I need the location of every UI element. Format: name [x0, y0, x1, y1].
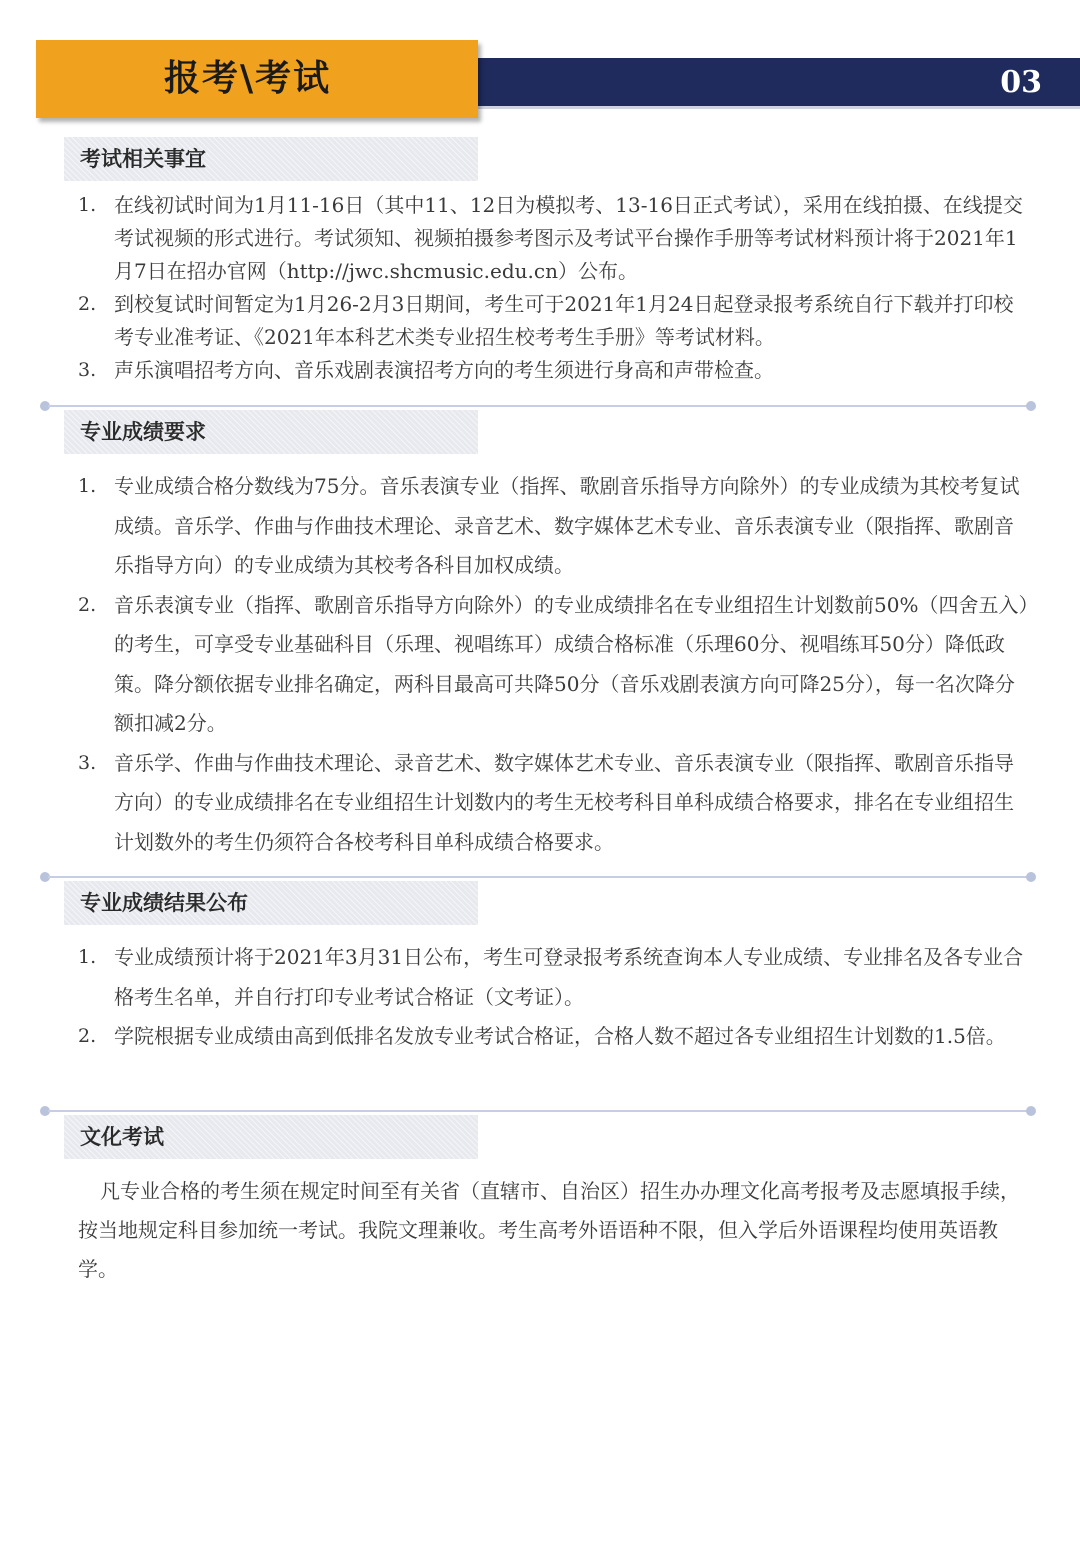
- item-number: 2.: [78, 293, 97, 315]
- item-number: 2.: [78, 1025, 97, 1047]
- item-text: 在线初试时间为1月11-16日（其中11、12日为模拟考、13-16日正式考试），采用在线拍摄、在线提交考试视频的形式进行。考试须知、视频拍摄参考图示及考试平台操作手册等考试材料预计将于2021年1月7日在招办官网（http://jwc.shcmusic.edu.cn）公布。: [114, 193, 1023, 283]
- section-heading-culture-exam: [64, 1115, 478, 1159]
- list-item: [0, 189, 1080, 288]
- culture-exam-paragraph: 凡专业合格的考生须在规定时间至有关省（直辖市、自治区）招生办办理文化高考报考及志愿填报手续，按当地规定科目参加统一考试。我院文理兼收。考生高考外语语种不限，但入学后外语课程均使用英语教学。: [78, 1179, 1020, 1281]
- divider-dot: [1026, 401, 1036, 411]
- divider-line: [48, 1110, 1028, 1112]
- item-text: 专业成绩合格分数线为75分。音乐表演专业（指挥、歌剧音乐指导方向除外）的专业成绩为其校考复试成绩。音乐学、作曲与作曲技术理论、录音艺术、数字媒体艺术专业、音乐表演专业（限指挥、歌剧音乐指导方向）的专业成绩为其校考各科目加权成绩。: [114, 474, 1020, 577]
- item-number: 1.: [78, 194, 97, 216]
- divider-line: [48, 876, 1028, 878]
- section-heading-exam-matters: [64, 137, 478, 181]
- section-title: 专业成绩结果公布: [80, 890, 248, 915]
- item-text: 到校复试时间暂定为1月26-2月3日期间，考生可于2021年1月24日起登录报考系统自行下载并打印校考专业准考证、《2021年本科艺术类专业招生校考考生手册》等考试材料。: [114, 292, 1014, 349]
- section-title: 文化考试: [80, 1124, 164, 1149]
- section-title: 专业成绩要求: [80, 419, 206, 444]
- list-item: [0, 586, 1080, 744]
- exam-matters-list: [0, 189, 1080, 387]
- item-number: 3.: [78, 359, 97, 381]
- header-bar: [478, 58, 1080, 106]
- divider-dot: [1026, 1106, 1036, 1116]
- divider-dot: [1026, 872, 1036, 882]
- item-number: 1.: [78, 946, 97, 968]
- item-text: 音乐学、作曲与作曲技术理论、录音艺术、数字媒体艺术专业、音乐表演专业（限指挥、歌剧音乐指导方向）的专业成绩排名在专业组招生计划数内的考生无校考科目单科成绩合格要求，排名在专业组招生计划数外的考生仍须符合各校考科目单科成绩合格要求。: [114, 750, 1014, 854]
- item-text: 音乐表演专业（指挥、歌剧音乐指导方向除外）的专业成绩排名在专业组招生计划数前50%（四舍五入）的考生，可享受专业基础科目（乐理、视唱练耳）成绩合格标准（乐理60分、视唱练耳50分）降低政策。降分额依据专业排名确定，两科目最高可共降50分（音乐戏剧表演方向可降25分），每一名次降分额扣减2分。: [114, 592, 1029, 735]
- list-item: [0, 938, 1080, 1017]
- item-text: 专业成绩预计将于2021年3月31日公布，考生可登录报考系统查询本人专业成绩、专业排名及各专业合格考生名单，并自行打印专业考试合格证（文考证）。: [114, 945, 1024, 1009]
- page-title: 报考\考试: [164, 58, 332, 99]
- score-requirements-list: [0, 467, 1080, 862]
- item-number: 3.: [78, 751, 97, 774]
- item-text: 学院根据专业成绩由高到低排名发放专业考试合格证，合格人数不超过各专业组招生计划数的1.5倍。: [114, 1024, 1006, 1048]
- list-item: [0, 354, 1080, 387]
- section-title: 考试相关事宜: [80, 146, 206, 171]
- section-heading-score-results: [64, 881, 478, 925]
- list-item: [0, 288, 1080, 354]
- list-item: [0, 467, 1080, 586]
- divider-line: [48, 405, 1028, 407]
- page-number: 03: [1000, 65, 1042, 100]
- item-text: 声乐演唱招考方向、音乐戏剧表演招考方向的考生须进行身高和声带检查。: [114, 358, 774, 382]
- list-item: [0, 1017, 1080, 1057]
- item-number: 1.: [78, 475, 97, 497]
- header-tab: [36, 40, 478, 118]
- header-bar-shadow: [478, 106, 1080, 109]
- score-results-list: [0, 938, 1080, 1057]
- section-heading-score-requirements: [64, 410, 478, 454]
- item-number: 2.: [78, 593, 97, 616]
- list-item: [0, 744, 1080, 863]
